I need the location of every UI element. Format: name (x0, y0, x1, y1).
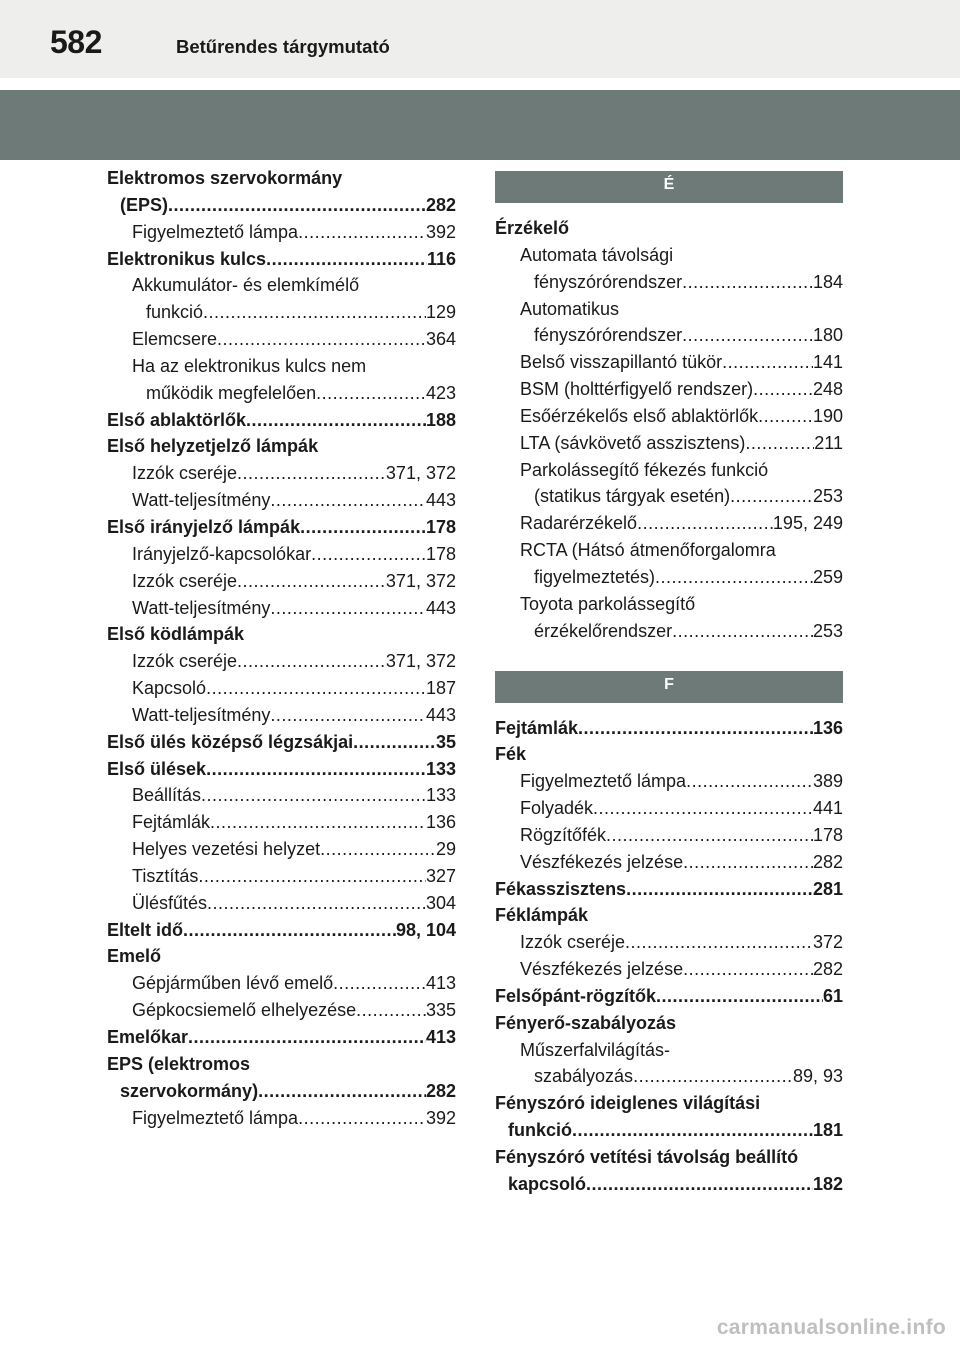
index-entry-text: Vészfékezés jelzése (520, 851, 684, 872)
index-entry-text: Féklámpák (495, 905, 589, 926)
index-entry (107, 702, 456, 729)
index-entry-text: RCTA (Hátsó átmenőforgalomra (520, 540, 776, 561)
dot-leader (753, 376, 813, 403)
index-entry-text: Rögzítőfék (520, 824, 607, 845)
index-entry (107, 407, 456, 434)
index-entry-text: Gépkocsiemelő elhelyezése (132, 1000, 357, 1021)
index-entry (495, 1037, 843, 1064)
index-page-ref[interactable]: 136 (812, 717, 843, 738)
index-entry (495, 322, 843, 349)
dot-leader (207, 890, 426, 917)
index-page-ref[interactable]: 178 (425, 516, 456, 537)
index-entry (107, 1078, 456, 1105)
dot-leader (210, 809, 426, 836)
index-page-ref[interactable]: 443 (425, 490, 456, 511)
dot-leader (168, 192, 426, 219)
index-entry-text: LTA (sávkövető asszisztens) (520, 432, 746, 453)
index-entry-text: Fényszóró vetítési távolság beállító (495, 1147, 799, 1167)
index-entry (495, 1010, 843, 1037)
dot-leader (625, 929, 813, 956)
index-entry-text: Eltelt idő (107, 919, 183, 940)
index-entry-text: Kapcsoló (132, 678, 207, 699)
index-entry (495, 564, 843, 591)
index-entry-text: Akkumulátor- és elemkímélő (132, 275, 360, 296)
index-page-ref[interactable]: 89, 93 (792, 1066, 843, 1087)
index-page-ref[interactable]: 187 (425, 678, 456, 699)
index-page-ref[interactable]: 35 (435, 731, 456, 752)
index-entry (495, 591, 843, 618)
index-entry-text: Helyes vezetési helyzet (132, 839, 321, 860)
index-entry (495, 1090, 843, 1117)
index-entry-text: Figyelmeztető lámpa (132, 1107, 299, 1128)
index-entry-text: Első helyzetjelző lámpák (107, 436, 319, 457)
index-entry-text: Elektronikus kulcs (107, 248, 267, 269)
index-page-ref[interactable]: 116 (426, 248, 456, 269)
index-entry (495, 269, 843, 296)
index-entry-text: Fejtámlák (132, 812, 211, 833)
index-page-ref[interactable]: 181 (812, 1120, 843, 1141)
index-page-ref[interactable]: 443 (425, 597, 456, 618)
index-page-ref[interactable]: 253 (812, 620, 843, 641)
dot-leader (572, 1117, 813, 1144)
index-entry-text: szervokormány) (120, 1080, 259, 1101)
watermark: carmanualsonline.info (716, 1316, 946, 1339)
index-entry (107, 836, 456, 863)
page-header (0, 0, 960, 78)
dot-leader (593, 795, 813, 822)
index-entry-text: Automatikus (520, 298, 620, 319)
header-band (0, 90, 960, 160)
index-page-ref[interactable]: 133 (425, 758, 456, 779)
dot-leader (270, 595, 426, 622)
index-entry (107, 460, 456, 487)
dot-leader (237, 648, 386, 675)
index-entry (107, 890, 456, 917)
index-entry-text: Irányjelző-kapcsolókar (132, 543, 312, 564)
index-entry (107, 863, 456, 890)
index-entry (107, 433, 456, 460)
index-entry (495, 956, 843, 983)
index-page-ref[interactable]: 248 (812, 379, 843, 400)
dot-leader (201, 782, 426, 809)
index-entry-text: Izzók cseréje (520, 932, 626, 953)
index-entry (107, 299, 456, 326)
index-entry-text: Tisztítás (132, 865, 199, 886)
index-page-ref[interactable]: 392 (425, 221, 456, 242)
index-entry-text: Fejtámlák (495, 717, 579, 738)
index-entry (107, 917, 456, 944)
index-entry (107, 192, 456, 219)
dot-leader (300, 514, 426, 541)
dot-leader (237, 568, 386, 595)
index-page-ref[interactable]: 364 (425, 329, 456, 350)
dot-leader (298, 219, 426, 246)
index-entry-text: Fék (495, 744, 527, 765)
index-entry-text: kapcsoló (508, 1173, 587, 1194)
index-page-ref[interactable]: 133 (425, 785, 456, 806)
index-entry-text: Toyota parkolássegítő (520, 593, 696, 614)
index-entry (495, 430, 843, 457)
index-entry (495, 349, 843, 376)
index-entry (107, 997, 456, 1024)
index-entry-text: funkció (508, 1120, 573, 1141)
dot-leader (237, 460, 386, 487)
index-entry (107, 648, 456, 675)
index-page-ref[interactable]: 371, 372 (385, 651, 456, 672)
dot-leader (586, 1171, 813, 1198)
index-entry-text: Felsőpánt-rögzítők (495, 985, 656, 1006)
dot-leader (672, 618, 813, 645)
index-entry-text: Ülésfűtés (132, 892, 208, 913)
index-entry (107, 970, 456, 997)
dot-leader (183, 917, 396, 944)
index-entry (107, 1024, 456, 1051)
dot-leader (633, 1063, 793, 1090)
dot-leader (266, 246, 427, 273)
index-page-ref[interactable]: 443 (425, 704, 456, 725)
index-entry (495, 215, 843, 242)
dot-leader (655, 564, 813, 591)
index-entry-text: Folyadék (520, 798, 594, 819)
index-entry-text: Első irányjelző lámpák (107, 516, 301, 537)
index-entry-text: Emelőkar (107, 1027, 189, 1047)
index-entry (495, 376, 843, 403)
index-entry (495, 1117, 843, 1144)
dot-leader (730, 483, 813, 510)
dot-leader (353, 729, 436, 756)
index-entry (495, 1171, 843, 1198)
index-page-ref[interactable]: 282 (812, 851, 843, 872)
index-entry (107, 219, 456, 246)
index-entry (107, 729, 456, 756)
index-entry (495, 741, 843, 768)
index-page-ref[interactable]: 389 (812, 771, 843, 792)
dot-leader (356, 997, 426, 1024)
index-entry-text: Elektromos szervokormány (107, 168, 343, 188)
index-entry-text: Érzékelő (495, 218, 570, 238)
index-entry (495, 849, 843, 876)
index-entry-text: működik megfelelően (146, 382, 317, 403)
index-page-ref[interactable]: 190 (812, 405, 843, 426)
index-section-e (495, 215, 843, 645)
index-entry (107, 353, 456, 380)
dot-leader (270, 702, 426, 729)
index-entry-text: (statikus tárgyak esetén) (534, 486, 731, 507)
index-entry (495, 768, 843, 795)
index-entry-text: Automata távolsági (520, 244, 674, 265)
index-entry (107, 487, 456, 514)
index-entry-text: Emelő (107, 946, 162, 967)
index-page-ref[interactable]: 423 (425, 382, 456, 403)
dot-leader (683, 849, 813, 876)
index-entry (107, 943, 456, 970)
index-entry-text: Figyelmeztető lámpa (132, 221, 299, 242)
index-page-ref[interactable]: 392 (425, 1107, 456, 1128)
index-entry (107, 756, 456, 783)
dot-leader (578, 715, 813, 742)
index-entry-text: Watt-teljesítmény (132, 490, 271, 511)
index-entry (495, 242, 843, 269)
index-entry-text: BSM (holttérfigyelő rendszer) (520, 379, 754, 400)
index-entry-text: szabályozás (534, 1066, 634, 1087)
index-entry (495, 795, 843, 822)
index-entry (107, 621, 456, 648)
dot-leader (258, 1078, 426, 1105)
index-entry (495, 876, 843, 903)
index-page-ref[interactable]: 253 (812, 486, 843, 507)
index-entry (107, 782, 456, 809)
index-entry-text: Első ülés középső légzsákjai (107, 731, 354, 752)
index-page-ref[interactable]: 327 (425, 865, 456, 886)
section-title: Betűrendes tárgymutató (176, 36, 390, 57)
index-entry (495, 618, 843, 645)
dot-leader (206, 756, 426, 783)
index-page-ref[interactable]: 282 (812, 959, 843, 980)
index-entry-text: Figyelmeztető lámpa (520, 771, 687, 792)
section-gap (495, 645, 843, 665)
index-entry (107, 272, 456, 299)
index-entry (495, 483, 843, 510)
index-entry-text: EPS (elektromos (107, 1053, 251, 1074)
dot-leader (316, 380, 426, 407)
index-entry (495, 510, 843, 537)
dot-leader (298, 1105, 426, 1132)
index-entry-text: Watt-teljesítmény (132, 597, 271, 618)
dot-leader (722, 349, 813, 376)
index-column-right (495, 165, 843, 1198)
index-page-ref[interactable]: 304 (425, 892, 456, 913)
dot-leader (188, 1024, 426, 1051)
index-entry (495, 403, 843, 430)
index-entry (495, 983, 843, 1010)
index-page-ref[interactable]: 372 (812, 932, 843, 953)
dot-leader (637, 510, 773, 537)
index-entry (495, 537, 843, 564)
index-entry (107, 165, 456, 192)
page-number: 582 (50, 24, 102, 60)
index-entry (107, 568, 456, 595)
index-entry-text: Gépjárműben lévő emelő (132, 973, 334, 994)
dot-leader (745, 430, 814, 457)
dot-leader (203, 299, 426, 326)
index-page-ref[interactable]: 371, 372 (385, 463, 456, 484)
index-entry (107, 326, 456, 353)
index-entry-text: Izzók cseréje (132, 570, 238, 591)
index-entry (107, 380, 456, 407)
index-entry (495, 929, 843, 956)
index-page-ref[interactable]: 188 (425, 409, 456, 430)
letter-heading-e: É (495, 171, 843, 203)
index-entry-text: Belső visszapillantó tükör (520, 352, 723, 373)
index-entry-text: Első ködlámpák (107, 624, 245, 645)
index-page-ref[interactable]: 195, 249 (772, 513, 843, 534)
index-page-ref[interactable]: 371, 372 (385, 570, 456, 591)
index-entry (495, 457, 843, 484)
dot-leader (686, 768, 813, 795)
index-page-ref[interactable]: 413 (425, 1027, 456, 1047)
index-page-ref[interactable]: 178 (812, 824, 843, 845)
index-entry-text: érzékelőrendszer (534, 620, 673, 641)
index-entry-text: Műszerfalvilágítás- (520, 1039, 671, 1060)
dot-leader (246, 407, 426, 434)
index-page-ref[interactable]: 141 (812, 352, 843, 373)
index-page-ref[interactable]: 182 (812, 1173, 843, 1194)
index-entry-text: Fékasszisztens (495, 878, 627, 899)
index-column-left (107, 165, 456, 1131)
dot-leader (606, 822, 813, 849)
index-entry (495, 715, 843, 742)
dot-leader (333, 970, 426, 997)
dot-leader (682, 269, 813, 296)
index-page-ref[interactable]: 335 (425, 1000, 456, 1021)
index-entry (107, 541, 456, 568)
index-entry-text: Watt-teljesítmény (132, 704, 271, 725)
dot-leader (758, 403, 813, 430)
index-entry-text: Radarérzékelő (520, 513, 638, 534)
index-page-ref[interactable]: 136 (425, 812, 456, 833)
index-entry (495, 1144, 843, 1171)
index-page-ref[interactable]: 441 (812, 798, 843, 819)
dot-leader (311, 541, 426, 568)
index-entry-text: Vészfékezés jelzése (520, 959, 684, 980)
index-entry-text: Első ablaktörlők (107, 409, 247, 430)
dot-leader (206, 675, 426, 702)
dot-leader (683, 956, 813, 983)
dot-leader (626, 876, 813, 903)
index-page-ref[interactable]: 98, 104 (395, 919, 456, 940)
index-entry-text: Fényerő-szabályozás (495, 1012, 677, 1033)
index-page-ref[interactable]: 259 (812, 566, 843, 587)
index-page-ref[interactable]: 211 (814, 432, 843, 453)
index-entry-text: Fényszóró ideiglenes világítási (495, 1093, 761, 1114)
index-entry (495, 1063, 843, 1090)
index-entry-text: funkció (146, 302, 204, 323)
index-entry (495, 902, 843, 929)
index-page-ref[interactable]: 282 (425, 1080, 456, 1101)
index-entry (495, 296, 843, 323)
index-entry (107, 1105, 456, 1132)
index-page-ref[interactable]: 282 (425, 194, 456, 215)
dot-leader (217, 326, 426, 353)
index-entry-text: Ha az elektronikus kulcs nem (132, 355, 367, 376)
index-entry-text: Beállítás (132, 785, 202, 806)
letter-heading-f: F (495, 671, 843, 703)
index-entry (495, 822, 843, 849)
index-page-ref[interactable]: 61 (822, 985, 843, 1006)
dot-leader (270, 487, 426, 514)
index-page-ref[interactable]: 184 (812, 271, 843, 292)
index-entry (107, 246, 456, 273)
index-entry-text: Első ülések (107, 758, 207, 779)
index-page-ref[interactable]: 129 (425, 302, 456, 323)
index-page-ref[interactable]: 413 (425, 973, 456, 994)
dot-leader (198, 863, 426, 890)
dot-leader (682, 322, 813, 349)
index-entry-text: Izzók cseréje (132, 463, 238, 484)
index-entry-text: (EPS) (120, 194, 169, 215)
index-entry-text: figyelmeztetés) (534, 566, 656, 587)
index-entry (107, 809, 456, 836)
index-page-ref[interactable]: 281 (812, 878, 843, 899)
index-page-ref[interactable]: 29 (435, 839, 456, 860)
dot-leader (656, 983, 823, 1010)
index-section-f (495, 715, 843, 1198)
index-entry-text: Elemcsere (132, 329, 218, 350)
index-entry-text: Izzók cseréje (132, 651, 238, 672)
index-page-ref[interactable]: 180 (812, 325, 843, 346)
index-entry-text: fényszórórendszer (534, 271, 683, 292)
index-entry (107, 675, 456, 702)
index-entry (107, 595, 456, 622)
index-page-ref[interactable]: 178 (425, 543, 456, 564)
index-entry-text: fényszórórendszer (534, 325, 683, 346)
index-entry (107, 1051, 456, 1078)
dot-leader (320, 836, 436, 863)
index-entry-text: Esőérzékelős első ablaktörlők (520, 405, 759, 426)
index-entry (107, 514, 456, 541)
index-entry-text: Parkolássegítő fékezés funkció (520, 459, 769, 480)
